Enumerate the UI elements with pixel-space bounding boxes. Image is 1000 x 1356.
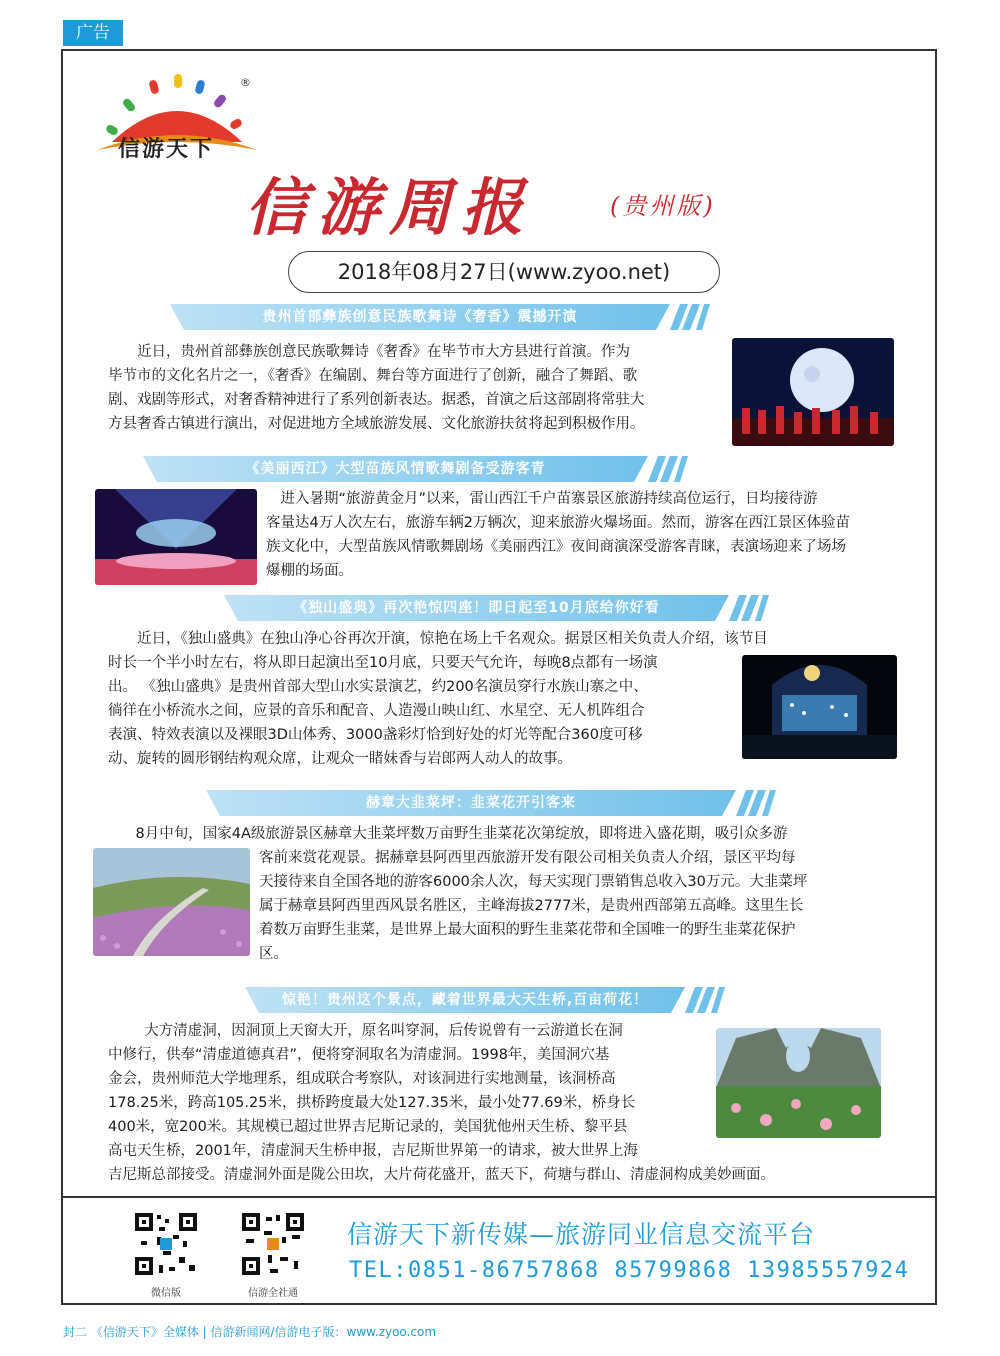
slash-deco-icon <box>685 987 725 1013</box>
qr1-label: 微信版 <box>151 1288 181 1299</box>
slash-deco-icon <box>729 595 769 621</box>
leek-flower-field-photo <box>93 848 250 956</box>
section-1-title: 贵州首部彝族创意民族歌舞诗《奢香》震撼开演 <box>262 309 578 325</box>
registered-mark: ® <box>240 76 251 89</box>
section-2-text: 进入暑期“旅游黄金月”以来，雷山西江千户苗寨景区旅游持续高位运行，日均接待游 客量达4万人次左右，旅游车辆2万辆次，迎来旅游火爆场面。然而，游客在西江景区体验苗 族文化中，大型苗族风情歌舞剧场《美丽西江》夜间商演深受游客青睐，表演场迎来了场场 爆棚的场面。 <box>266 491 850 579</box>
ad-tag: 广告 <box>63 20 123 46</box>
section-2-title: 《美丽西江》大型苗族风情歌舞剧备受游客青 <box>245 461 546 477</box>
section-1-text: 近日，贵州首部彝族创意民族歌舞诗《奢香》在毕节市大方县进行首演。作为 毕节市的文化名片之一，《奢香》在编剧、舞台等方面进行了创新，融合了舞蹈、歌 剧、戏剧等形式，对奢香精神进行了系列创新表达。据悉，首演之后这部剧将常驻大 方县奢香古镇进行演出，对促进地方全域旅游发展、文化旅游扶贫将起到积极作用。 <box>108 344 645 432</box>
section-4-banner <box>206 790 776 816</box>
page-footer-caption: 封二 《信游天下》全媒体 | 信游新闻网/信游电子版：www.zyoo.com <box>63 1325 437 1339</box>
section-5-banner <box>245 987 725 1013</box>
natural-bridge-lotus-photo <box>716 1028 881 1138</box>
brand-name: 信游天下 <box>118 136 215 162</box>
section-3-text: 近日，《独山盛典》在独山净心谷再次开演，惊艳在场上千名观众。据景区相关负责人介绍，该节目 时长一个半小时左右，将从即日起演出至10月底，只要天气允许，每晚8点都有一场演 出。 《独山盛典》是贵州首部大型山水实景演艺，约200名演员穿行水族山寨之中、 徜徉在小桥流水之间，应景的音乐和配音、人造漫山映山红、水星空、无人机阵组合 表演、特效表演以及裸眼3D山体秀、3000盏彩灯恰到好处的灯光等配合360度可移 动、旋转的圆形钢结构观众席，让观众一睹妹香与岩郎两人动人的故事。 <box>108 631 768 767</box>
footer-phones: TEL:0851-86757868 85799868 13985557924 <box>349 1258 910 1283</box>
section-3-banner <box>224 595 769 621</box>
slash-deco-icon <box>648 456 688 482</box>
footer-divider <box>61 1196 937 1198</box>
moon-stage-photo <box>732 338 894 446</box>
masthead-edition: (贵州版) <box>610 192 716 220</box>
qr2-label: 信游全社通 <box>248 1288 298 1299</box>
section-2-banner <box>143 456 688 482</box>
night-show-photo <box>742 655 897 759</box>
slash-deco-icon <box>670 304 710 330</box>
wechat-qr-icon[interactable] <box>133 1211 199 1277</box>
footer-slogan: 信游天下新传媒—旅游同业信息交流平台 <box>347 1220 816 1249</box>
masthead-title: 信游周报 <box>245 171 534 244</box>
app-qr-icon[interactable] <box>240 1211 306 1277</box>
section-5-title: 惊艳！贵州这个景点，藏着世界最大天生桥,百亩荷花！ <box>281 992 649 1008</box>
stage-show-photo <box>95 489 257 585</box>
section-4-text: 8月中旬，国家4A级旅游景区赫章大韭菜坪数万亩野生韭菜花次第绽放，即将进入盛花期，吸引众多游 客前来赏花观景。据赫章县阿西里西旅游开发有限公司相关负责人介绍，景区平均每 天接待来自全国各地的游客6000余人次，每天实现门票销售总收入30万元。大韭菜坪 属于赫章县阿西里西风景名胜区，主峰海拔2777米，是贵州西部第五高峰。这里生长 着数万亩野生韭菜，是世界上最大面积的野生韭菜花带和全国唯一的野生韭菜花保护 区。 <box>135 826 808 962</box>
section-3-title: 《独山盛典》再次艳惊四座！即日起至10月底给你好看 <box>293 600 660 616</box>
section-1-banner <box>170 304 710 330</box>
section-4-title: 赫章大韭菜坪：韭菜花开引客来 <box>366 795 576 811</box>
slash-deco-icon <box>736 790 776 816</box>
section-5-text: 大方清虚洞，因洞顶上天窗大开，原名叫穿洞，后传说曾有一云游道长在洞 中修行，供奉“清虚道德真君”，便将穿洞取名为清虚洞。1998年，美国洞穴基 金会，贵州师范大学地理系，组成联合考察队，对该洞进行实地测量，该洞桥高 178.25米，跨高105.25米，拱桥跨度最大处127.35米，最小处77.69米，桥身长 400米，宽200米。其规模已超过世界吉尼斯记录的，美国犹他州天生桥、黎平县 高屯天生桥，2001年，清虚洞天生桥申报，吉尼斯世界第一的请求，被大世界上海 吉尼斯总部接受。清虚洞外面是陇公田坎，大片荷花盛开，蓝天下，荷塘与群山、清虚洞构成美妙画面。 <box>108 1023 775 1183</box>
date-line: 2018年08月27日(www.zyoo.net) <box>288 251 720 293</box>
